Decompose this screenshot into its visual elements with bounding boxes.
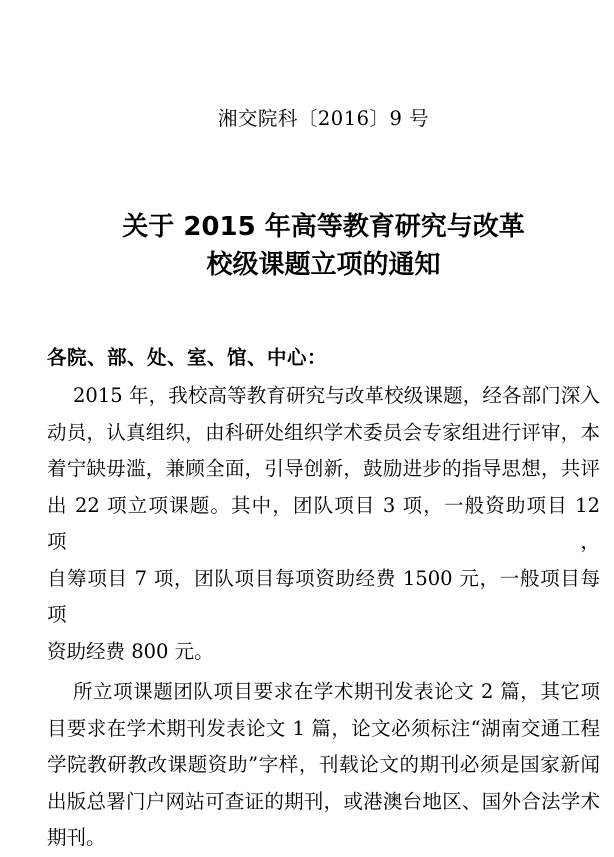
text-line: 2015 年，我校高等教育研究与改革校级课题，经各部门深入 [73,384,600,407]
paragraph-2 [47,674,600,857]
document-title [47,208,600,284]
text-line: 出 22 项立项课题。其中，团队项目 3 项，一般资助项目 12 项， [47,493,600,553]
text-line: 自筹项目 7 项，团队项目每项资助经费 1500 元，一般项目每项 [47,566,600,626]
title-line-2: 校级课题立项的通知 [206,250,441,280]
paragraph-1 [47,378,600,670]
doc-number: 湘交院科〔2016〕9 号 [217,107,430,130]
salutation-line: 各院、部、处、室、馆、中心： [47,346,328,369]
text-line: 资助经费 800 元。 [47,639,214,663]
text-line: 期刊。 [47,826,106,849]
text-line: 出版总署门户网站可查证的期刊，或港澳台地区、国外合法学术 [47,789,600,813]
text-line: 所立项课题团队项目要求在学术期刊发表论文 2 篇，其它项 [73,680,600,703]
document-body [47,378,600,857]
text-line: 目要求在学术期刊发表论文 1 篇，论文必须标注“湖南交通工程 [47,716,600,740]
text-line: 着宁缺毋滥，兼顾全面，引导创新，鼓励进步的指导思想，共评 [47,457,600,480]
text-line: 学院教研教改课题资助”字样，刊载论文的期刊必须是国家新闻 [47,753,600,776]
title-line-1: 关于 2015 年高等教育研究与改革 [122,212,525,242]
text-line: 动员，认真组织，由科研处组织学术委员会专家组进行评审，本 [47,420,600,444]
